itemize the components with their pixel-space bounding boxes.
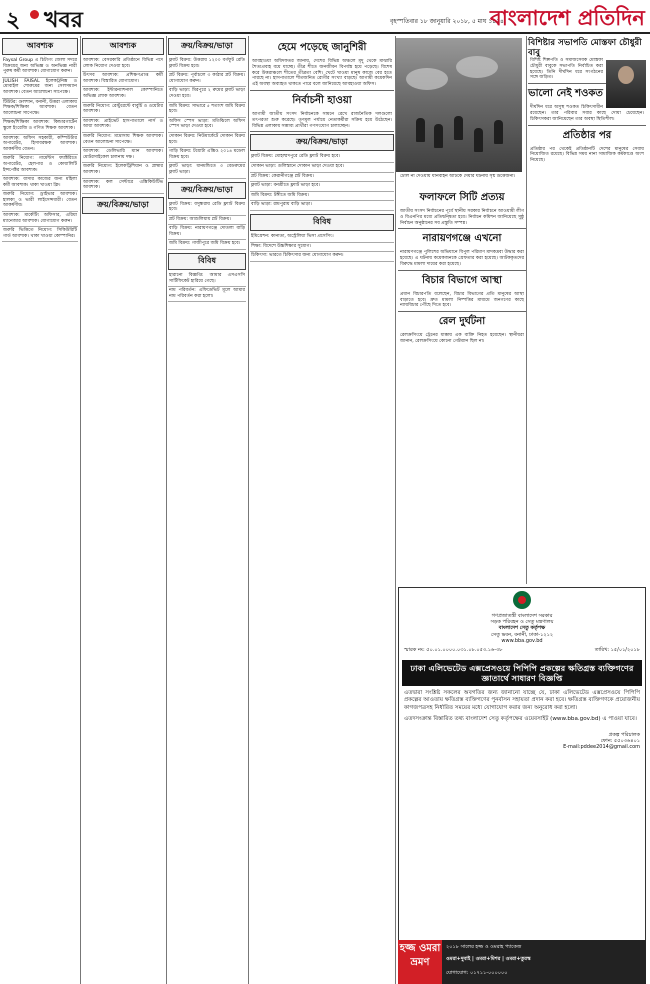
govt-seal-icon — [513, 591, 531, 609]
classified-column-1 — [2, 38, 78, 984]
story-divider — [250, 131, 394, 132]
column-divider — [526, 36, 527, 584]
notice-head: গণপ্রজাতন্ত্রী বাংলাদেশ সরকার — [491, 613, 553, 619]
page-header — [0, 0, 650, 34]
classified-ad: আবশ্যক: কল সেন্টারে এক্সিকিউটিভ আবশ্যক। — [82, 179, 164, 194]
story-body: প্রধান বিচারপতি বলেছেন, বিচার বিভাগের প্রতি মানুষের আস্থা বাড়াতে হবে। দ্রুত মামলা নিষ্পত্তির মাধ্যমে জনগণের কাছে ন্যায়বিচার পৌঁছে দিতে হবে। — [400, 291, 524, 309]
column-subheading: বিবিধ — [168, 253, 246, 270]
news-photo — [396, 38, 522, 172]
column-subheading: ক্রয়/বিক্রয়/ভাড়া — [168, 182, 246, 199]
ad-line: ২০১৮ সালের হজ্জ ও ওমরাহ প্যাকেজ — [446, 944, 522, 950]
section-title: খবর — [44, 7, 83, 33]
ad-line: ওমরা+দুবাই | ওমরা+মিশর | ওমরা+তুরস্ক — [446, 956, 531, 962]
story-body: আগামী জাতীয় সংসদ নির্বাচনকে সামনে রেখে রাজনৈতিক দলগুলো তৎপরতা শুরু করেছে। তৃণমূল পর্যায়ে নেতাকর্মীরা সক্রিয় হয়ে উঠেছেন। বিভিন্ন এলাকায় সম্ভাব্য প্রার্থীরা গণসংযোগ চালাচ্ছেন। — [252, 111, 392, 129]
notice-banner: ঢাকা এলিভেটেড এক্সপ্রেসওয়ে পিপিপি প্রকল্পের ক্ষতিগ্রস্ত ব্যক্তিগণের জ্ঞাতার্থে সাধারণ বিজ্ঞপ্তি — [402, 660, 642, 686]
side-headline: বিশিষ্টার সভাপতি মোস্তফা চৌধুরী বাবু — [528, 38, 642, 58]
hajj-ad — [398, 940, 646, 984]
notice-head: সেতু ভবন, বনানী, ঢাকা-১২১২ — [490, 631, 554, 638]
classified-ad: নাম পরিবর্তন: এফিডেভিট মূলে আমার নাম পরিবর্তন করা হলো। — [168, 287, 246, 302]
column-divider — [80, 36, 81, 984]
classified-ad: শিক্ষা: বিদেশে উচ্চশিক্ষার সুযোগ। — [250, 243, 394, 253]
classified-ad: জরুরি নিয়োগ: ইলেকট্রিশিয়ান ও প্লাম্বার আবশ্যক। — [82, 163, 164, 178]
classified-ad: জরুরি ভিত্তিতে নিয়োগ: সিকিউরিটি গার্ড আবশ্যক। থাকা খাওয়া কোম্পানির। — [2, 227, 78, 242]
page-number: ২ — [6, 7, 21, 33]
notice-body: এতদসংক্রান্ত বিস্তারিত তথ্য বাংলাদেশ সেতু কর্তৃপক্ষের ওয়েবসাইট (www.bba.gov.bd) এ পাওয়া যাবে। — [404, 715, 637, 722]
story-divider — [398, 228, 526, 229]
classified-ad: দোকান ভাড়া: গুলিস্তানে দোকান ভাড়া দেওয়া হবে। — [250, 163, 394, 173]
column-divider — [248, 36, 249, 984]
column-heading: আবশ্যক — [2, 38, 78, 55]
story-body: রেলক্রসিংয়ে ট্রেনের ধাক্কায় এক ব্যক্তি নিহত হয়েছেন। স্থানীয়রা জানান, রেলক্রসিংয়ে কোনো গেটম্যান ছিল না। — [400, 333, 524, 344]
photo-caption: টোল না দেওয়ায় যানবাহন আটকে দেয়ার ঘটনায় সৃষ্ট উত্তেজনা। — [400, 174, 516, 179]
classified-column-3 — [168, 38, 246, 984]
story-headline: বিচার বিভাগে আস্থা — [422, 274, 502, 286]
classified-ad: প্লট বিক্রয়: কেরানীগঞ্জে প্লট বিক্রয়। — [250, 173, 394, 183]
section-dot-icon — [30, 10, 39, 19]
classified-ad: জরুরি নিয়োগ: রেস্টুরেন্টে বাবুর্চি ও ওয়েটার আবশ্যক। — [82, 103, 164, 118]
story-body: প্রতিষ্ঠার পর থেকেই প্রতিষ্ঠানটি দেশের মানুষের সেবায় নিয়োজিত রয়েছে। বিভিন্ন সময় নানা সামাজিক কর্মকাণ্ডে অংশ নিয়েছে। — [530, 146, 644, 164]
column-subheading: ক্রয়/বিক্রয়/ভাড়া — [250, 134, 394, 151]
classified-ad: প্লট বিক্রয়: আশুলিয়ায় প্লট বিক্রয়। — [168, 216, 246, 226]
classified-ad: জরুরি নিয়োগ: ড্রাইভার আবশ্যক। হালকা ও ভারী লাইসেন্সধারী। বেতন আকর্ষণীয়। — [2, 191, 78, 212]
story-body: আবহাওয়া অধিদফতর জানায়, দেশের বিভিন্ন অঞ্চলে মৃদু থেকে মাঝারি শৈত্যপ্রবাহ বয়ে যাচ্ছে। তীব্র শীতে জনজীবন বিপর্যস্ত হয়ে পড়েছে। বিশেষ করে উত্তরাঞ্চলে শীতের তীব্রতা বেশি। খেটে খাওয়া মানুষ কাজে বের হতে পারছে না। হাসপাতালে শীতজনিত রোগীর সংখ্যা বাড়ছে। আগামী কয়েকদিন এই অবস্থা অব্যাহত থাকতে পারে বলে জানিয়েছে আবহাওয়া অফিস। — [252, 59, 392, 88]
notice-signatory: প্রকল্প পরিচালক — [608, 732, 640, 739]
story-headline: প্রতিষ্ঠার পর — [562, 129, 612, 141]
notice-phone: ফোন: ৫৫০৩৬৪০১ — [600, 738, 640, 745]
classified-ad: আবশ্যক: বেসরকারি প্রতিষ্ঠানে বিভিন্ন পদে লোক নিয়োগ দেওয়া হবে। — [82, 57, 164, 72]
classified-ad: জমি বিক্রয়: টঙ্গীতে জমি বিক্রয়। — [250, 192, 394, 202]
classified-ad: প্লট বিক্রয়: পূর্বাচলে ৩ কাঠার প্লট বিক্রয়। যোগাযোগ করুন। — [168, 72, 246, 87]
photo-caption-block — [398, 174, 524, 186]
notice-ref: স্মারক নং: ৫০.০১.০০০০.০৩১.০৮.০৫৩.১৬-৩৮ — [404, 647, 503, 654]
classified-ad: বাড়ি ভাড়া: রামপুরায় বাড়ি ভাড়া। — [250, 201, 394, 211]
classified-ad: টিউটর: গুলশান, বনানী, উত্তরা এলাকায় শিক্ষক/শিক্ষিকা আবশ্যক। বেতন আলোচনা সাপেক্ষে। — [2, 99, 78, 120]
classified-ad: দোকান বিক্রয়: নিউমার্কেটে দোকান বিক্রয় হবে। — [168, 133, 246, 148]
story-body: দীর্ঘদিন ধরে অসুস্থ শওকত চিকিৎসাধীন রয়েছেন। তার পরিবার সবার কাছে দোয়া চেয়েছেন। চিকিৎসকরা জানিয়েছেন তার অবস্থা স্থিতিশীল। — [530, 105, 644, 122]
classified-ad: হারানো বিজ্ঞপ্তি: আমার এসএসসি সার্টিফিকেট হারিয়ে গেছে। — [168, 272, 246, 287]
story-headline: ভালো নেই শওকত — [528, 88, 603, 100]
portrait-photo — [606, 60, 646, 108]
issue-date: বৃহস্পতিবার ১৮ জানুয়ারি ২০১৮, ৫ মাঘ ১৪২৪ — [390, 18, 504, 25]
classified-ad: আবশ্যক: মার্কেটিং অফিসার, এরিয়া ম্যানেজার আবশ্যক। যোগাযোগ করুন। — [2, 212, 78, 227]
newspaper-logo: বাংলাদেশ প্রতিদিন — [490, 6, 645, 30]
story-headline: হেমে পড়েছে জানুশিরী — [277, 42, 367, 53]
column-subheading: বিবিধ — [250, 214, 394, 231]
notice-email: E-mail:pddee2014@gmail.com — [563, 744, 640, 751]
story-headline: ফলাফলে সিটি প্রত্যয় — [419, 192, 505, 203]
classified-column-2 — [82, 38, 164, 984]
classified-ad: Faysal Group এ চিটাগং জেলা সদরে বিক্রয়ের জন্য অভিজ্ঞ ও অনভিজ্ঞ নারী পুরুষ কর্মী আবশ্যক। যোগাযোগ করুন। — [2, 57, 78, 78]
classified-ad: বাড়ি ভাড়া: মিরপুরে ২ রুমের ফ্ল্যাট ভাড়া দেওয়া হবে। — [168, 87, 246, 102]
story-divider — [528, 125, 646, 126]
classified-ad: জমি বিক্রয়: গাজীপুরে জমি বিক্রয় হবে। — [168, 240, 246, 250]
classified-ad: গাড়ি বিক্রয়: টয়োটা এক্সিও ২০১৪ মডেল বিক্রয় হবে। — [168, 148, 246, 163]
column-divider — [166, 36, 167, 984]
story-divider — [398, 311, 526, 312]
classified-ad: ফ্ল্যাট ভাড়া: ধানমন্ডিতে ৩ বেডরুমের ফ্ল্যাট ভাড়া। — [168, 163, 246, 178]
story-headline: রেল দুর্ঘটনা — [438, 316, 486, 328]
column-heading: ক্রয়/বিক্রয়/ভাড়া — [168, 38, 246, 55]
news-column-4 — [250, 38, 394, 984]
hajj-badge: হজ্জ ওমরা ভ্রমণ — [398, 940, 442, 984]
classified-ad: ফ্ল্যাট ভাড়া: বনশ্রীতে ফ্ল্যাট ভাড়া হবে। — [250, 182, 394, 192]
story-divider — [398, 270, 526, 271]
story-headline: নির্বাচনী হাওয়া — [292, 94, 352, 106]
classified-ad: আবশ্যক: ইন্টারন্যাশনাল কোম্পানিতে অভিজ্ঞ লোক আবশ্যক। — [82, 87, 164, 102]
notice-website: www.bba.gov.bd — [501, 637, 543, 644]
classified-ad: আবশ্যক: অফিস সহকারী, কম্পিউটার অপারেটর, হিসাবরক্ষক আবশ্যক। আকর্ষণীয় বেতন। — [2, 135, 78, 156]
column-subheading: ক্রয়/বিক্রয়/ভাড়া — [82, 197, 164, 214]
ad-line: যোগাযোগ: ০১৭১১-০০০০০০ — [446, 970, 508, 976]
govt-notice — [398, 587, 646, 977]
notice-date: তারিখ: ১৫/০১/২০১৮ — [594, 647, 640, 654]
classified-ad: জমি বিক্রয়: সাভারে ৫ শতাংশ জমি বিক্রয় হবে। — [168, 103, 246, 118]
classified-ad: আবশ্যক: বাসার কাজের জন্য মহিলা কর্মী আবশ্যক। থাকা খাওয়া ফ্রি। — [2, 176, 78, 191]
classified-ad: বাড়ি বিক্রয়: নারায়ণগঞ্জে দোতলা বাড়ি বিক্রয়। — [168, 225, 246, 240]
classified-ad: জরুরি নিয়োগ: মাদ্রাসায় শিক্ষক আবশ্যক। বেতন আলোচনা সাপেক্ষে। — [82, 133, 164, 148]
notice-head: সড়ক পরিবহন ও সেতু মন্ত্রণালয় — [490, 619, 554, 626]
column-divider — [395, 36, 396, 984]
classified-ad: ফ্ল্যাট বিক্রয়: উত্তরায় ১২০০ বর্গফুট রেডি ফ্ল্যাট বিক্রয় হবে। — [168, 57, 246, 72]
notice-head: বাংলাদেশ সেতু কর্তৃপক্ষ — [498, 625, 546, 632]
story-body: জাতীয় সংসদ নির্বাচনের পূর্বে স্থানীয় সরকার নির্বাচনে আওয়ামী লীগ ও বিএনপির মধ্যে প্রতিদ্বন্দ্বিতা হবে। নির্বাচন কমিশন জানিয়েছে সুষ্ঠু নির্বাচন অনুষ্ঠানের সব প্রস্তুতি সম্পন্ন। — [400, 209, 524, 226]
classified-ad: চিকিৎসা: ভারতে চিকিৎসার জন্য যোগাযোগ করুন। — [250, 252, 394, 262]
news-column-5 — [398, 188, 526, 584]
story-divider — [250, 90, 394, 91]
classified-ad: উৎসব আবশ্যক: প্রশিক্ষণপ্রাপ্ত কর্মী আবশ্যক। বিস্তারিত যোগাযোগ। — [82, 72, 164, 87]
classified-ad: ইমিগ্রেশন: কানাডা, অস্ট্রেলিয়া ভিসা প্রসেসিং। — [250, 233, 394, 243]
classified-ad: জরুরি নিয়োগ: গার্মেন্টস ফ্যাক্টরিতে অপারেটর, হেলপার ও কোয়ালিটি ইন্সপেক্টর আবশ্যক। — [2, 155, 78, 176]
column-heading: আবশ্যক — [82, 38, 164, 55]
story-headline: নারায়ণগঞ্জে এখনো — [422, 233, 502, 245]
classified-ad: অফিস স্পেস ভাড়া: মতিঝিলে অফিস স্পেস ভাড়া দেওয়া হবে। — [168, 118, 246, 133]
classified-ad: শিক্ষক/শিক্ষিকা আবশ্যক: কিন্ডারগার্টেন স্কুলে ইংরেজি ও গণিত শিক্ষক আবশ্যক। — [2, 119, 78, 134]
notice-body: এতদ্বারা সংশ্লিষ্ট সকলের অবগতির জন্য জানানো যাচ্ছে যে, ঢাকা এলিভেটেড এক্সপ্রেসওয়ে পিপিপি প্রকল্পের আওতায় ক্ষতিগ্রস্ত ব্যক্তিগণের পুনর্বাসন সহায়তা প্রদান করা হবে। ক্ষতিগ্রস্ত ব্যক্তিগণকে প্রয়োজনীয় কাগজপত্রসহ নির্ধারিত সময়ের মধ্যে যোগাযোগ করার জন্য অনুরোধ করা হলো। — [404, 690, 640, 711]
classified-ad: আবশ্যক: প্রাইভেট হাসপাতালে নার্স ও আয়া আবশ্যক। — [82, 118, 164, 133]
classified-ad: আবশ্যক: ডেলিভারি ম্যান আবশ্যক। মোটরসাইকেল চালনায় দক্ষ। — [82, 148, 164, 163]
story-body: নারায়ণগঞ্জে পুলিশের অভিযানে বিপুল পরিমাণ মাদকদ্রব্য উদ্ধার করা হয়েছে। এ ঘটনায় কয়েকজনকে গ্রেফতার করা হয়েছে। আটককৃতদের বিরুদ্ধে মামলা দায়ের করা হয়েছে। — [400, 250, 524, 267]
side-column — [528, 38, 646, 164]
classified-ad: JULISH FAISAL ইলেকট্রনিক্স ও মোবাইল শোরুমের জন্য সেলসম্যান আবশ্যক। বেতন আলোচনা সাপেক্ষে। — [2, 78, 78, 99]
classified-ad: ফ্ল্যাট বিক্রয়: মোহাম্মদপুরে রেডি ফ্ল্যাট বিক্রয় হবে। — [250, 153, 394, 163]
side-body: বিশিষ্ট শিল্পপতি ও সমাজসেবক মোস্তফা চৌধুরী বাবুকে সভাপতি নির্বাচিত করা হয়েছে। তিনি দীর্ঘদিন ধরে সংগঠনের সঙ্গে জড়িত। — [530, 58, 603, 81]
classified-ad: ফ্ল্যাট বিক্রয়: বসুন্ধরায় রেডি ফ্ল্যাট বিক্রয় হবে। — [168, 201, 246, 216]
